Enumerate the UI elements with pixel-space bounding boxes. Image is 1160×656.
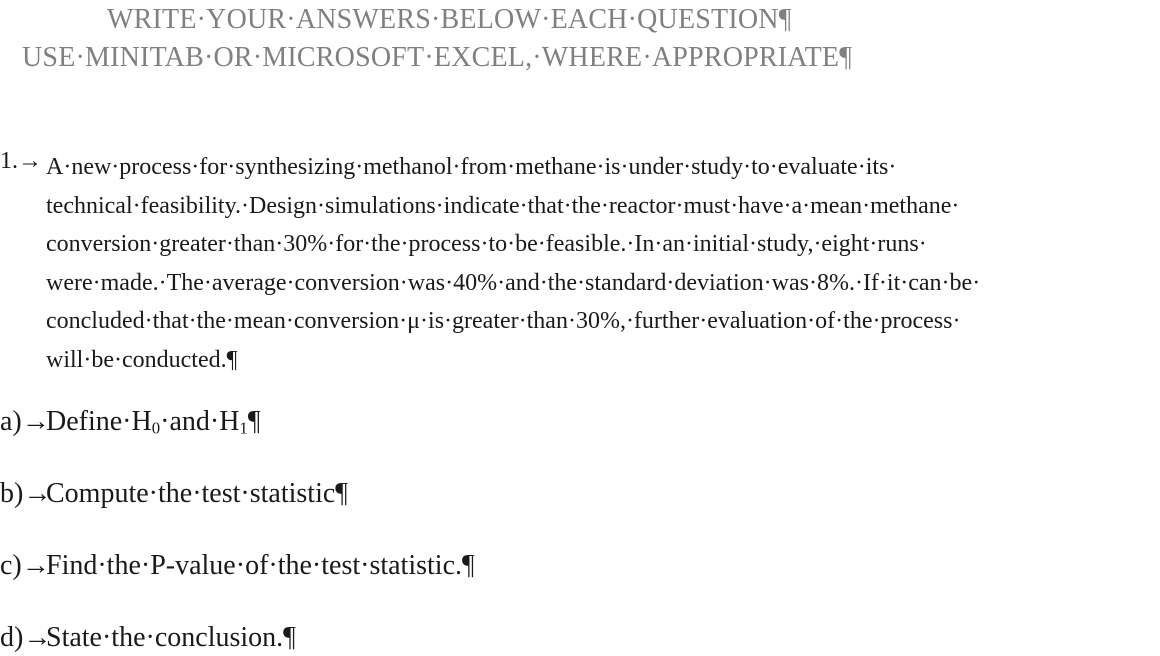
question-text bbox=[46, 148, 1121, 380]
part-d-text: State·the·conclusion.¶ bbox=[46, 622, 296, 653]
part-b-text: Compute·the·test·statistic¶ bbox=[46, 478, 348, 509]
part-a-label: a)→ bbox=[0, 406, 50, 437]
instructions-heading-line-2: USE·MINITAB·OR·MICROSOFT·EXCEL,·WHERE·APPROPRIATE¶ bbox=[22, 42, 853, 73]
question-line: A·new·process·for·synthesizing·methanol·from·methane·is·under·study·to·evaluate·its· bbox=[46, 154, 897, 180]
question-line: will·be·conducted.¶ bbox=[46, 346, 238, 373]
part-a-text-post: ¶ bbox=[247, 406, 261, 437]
part-d bbox=[0, 622, 296, 654]
question-line: technical·feasibility.·Design·simulations·indicate·that·the·reactor·must·have·a·mean·methane· bbox=[46, 192, 960, 219]
part-c-text: Find·the·P-value·of·the·test·statistic.¶ bbox=[46, 550, 475, 581]
question-number: 1.→ bbox=[0, 148, 42, 174]
part-a bbox=[0, 406, 261, 438]
part-c bbox=[0, 550, 475, 582]
question-line: were·made.·The·average·conversion·was·40%·and·the·standard·deviation·was·8%.·If·it·can·be· bbox=[46, 269, 981, 296]
instructions-heading-line-1: WRITE·YOUR·ANSWERS·BELOW·EACH·QUESTION¶ bbox=[107, 4, 792, 35]
h1-subscript: 1 bbox=[239, 418, 248, 438]
question-line: conversion·greater·than·30%·for·the·process·to·be·feasible.·In·an·initial·study,·eight·runs· bbox=[46, 231, 927, 258]
part-a-text-pre: Define·H bbox=[46, 406, 152, 437]
part-c-label: c)→ bbox=[0, 550, 50, 581]
part-a-text-mid: ·and·H bbox=[160, 406, 240, 437]
question-line: concluded·that·the·mean·conversion·μ·is·greater·than·30%,·further·evaluation·of·the·process· bbox=[46, 308, 961, 335]
part-b-label: b)→ bbox=[0, 478, 52, 509]
h0-subscript: 0 bbox=[151, 418, 161, 438]
part-b bbox=[0, 478, 348, 510]
part-d-label: d)→ bbox=[0, 622, 52, 653]
